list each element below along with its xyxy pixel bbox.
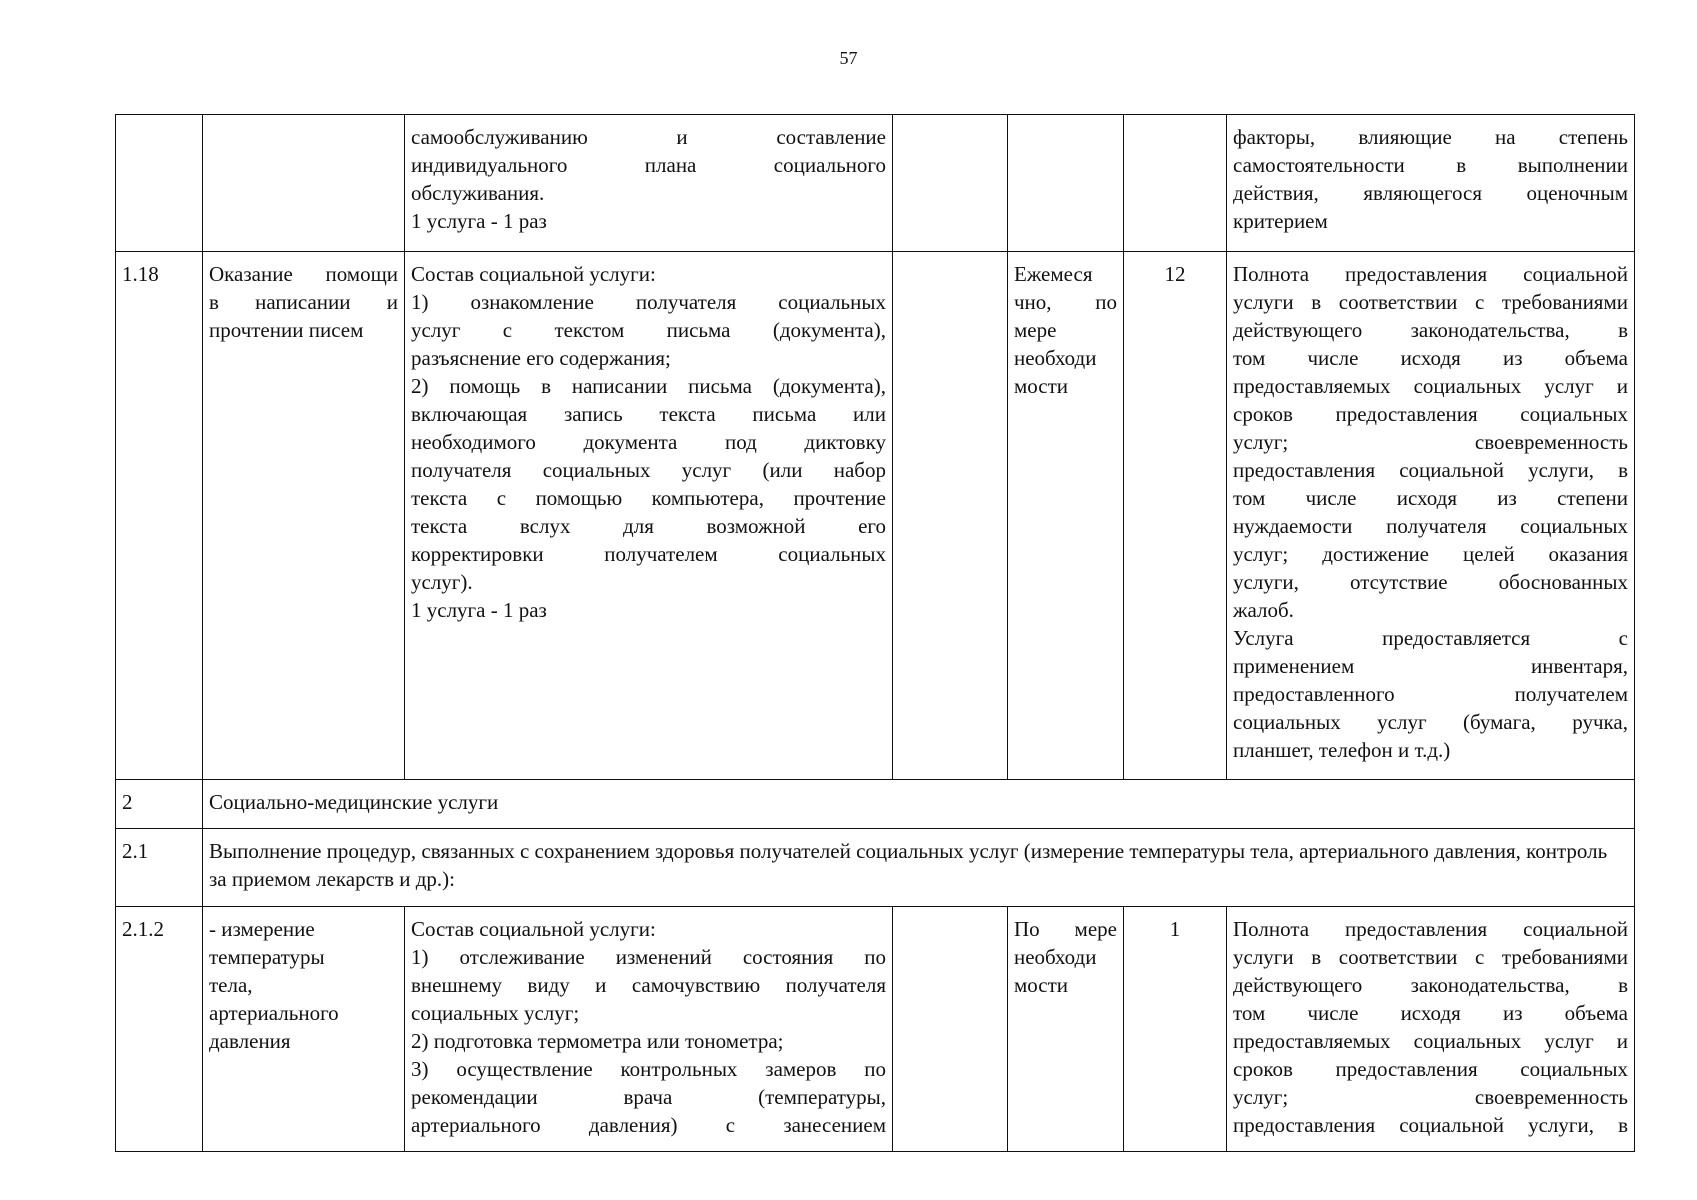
service-name-line: тела,: [209, 973, 253, 997]
description-line: Состав социальной услуги:: [411, 917, 656, 941]
number-cell: 2.1.2: [116, 907, 203, 1152]
criteria-line: нуждаемости получателя социальных: [1233, 514, 1628, 538]
description-line: текста с помощью компьютера, прочтение: [411, 486, 886, 510]
empty-cell: [893, 907, 1008, 1152]
frequency-cell: [1008, 907, 1124, 1152]
criteria-line: критерием: [1233, 209, 1328, 233]
description-line: 1 услуга - 1 раз: [411, 598, 547, 622]
empty-cell: [893, 252, 1008, 780]
service-name-cell: [203, 252, 405, 780]
service-name-cell: [203, 907, 405, 1152]
criteria-line: услуги, отсутствие обоснованных: [1233, 570, 1628, 594]
number-cell: [116, 115, 203, 252]
criteria-line: жалоб.: [1233, 598, 1294, 622]
frequency-line: Ежемеся: [1014, 262, 1093, 286]
criteria-line: сроков предоставления социальных: [1233, 1057, 1628, 1081]
frequency-cell: [1008, 252, 1124, 780]
criteria-line: том числе исходя из объема: [1233, 1001, 1628, 1025]
criteria-line: самостоятельности в выполнении: [1233, 153, 1628, 177]
criteria-line: сроков предоставления социальных: [1233, 402, 1628, 426]
description-line: включающая запись текста письма или: [411, 402, 886, 426]
description-line: услуг с текстом письма (документа),: [411, 318, 886, 342]
frequency-line: чно, по: [1014, 290, 1117, 314]
frequency-line: мости: [1014, 973, 1069, 997]
service-name-line: прочтении писем: [209, 318, 364, 342]
empty-cell: [893, 115, 1008, 252]
description-line: 3) осуществление контрольных замеров по: [411, 1057, 886, 1081]
section-row: [116, 780, 1635, 829]
table-row: [116, 252, 1635, 780]
number-cell: 1.18: [116, 252, 203, 780]
description-line: текста вслух для возможной его: [411, 514, 886, 538]
criteria-line: Услуга предоставляется с: [1233, 626, 1628, 650]
service-name-cell: [203, 115, 405, 252]
description-cell: [405, 907, 893, 1152]
criteria-cell: [1227, 252, 1635, 780]
page-number: 57: [839, 48, 858, 68]
service-name-line: Оказание помощи: [209, 262, 398, 286]
service-name-line: в написании и: [209, 290, 398, 314]
criteria-cell: [1227, 115, 1635, 252]
criteria-line: услуги в соответствии с требованиями: [1233, 290, 1628, 314]
criteria-line: факторы, влияющие на степень: [1233, 125, 1628, 149]
description-line: разъяснение его содержания;: [411, 346, 671, 370]
section-number: 2.1: [116, 829, 203, 907]
description-line: необходимого документа под диктовку: [411, 430, 886, 454]
criteria-line: планшет, телефон и т.д.): [1233, 738, 1451, 762]
description-line: 2) подготовка термометра или тонометра;: [411, 1029, 784, 1053]
description-line: Состав социальной услуги:: [411, 262, 656, 286]
table-row: [116, 907, 1635, 1152]
description-line: 1 услуга - 1 раз: [411, 209, 547, 233]
criteria-line: том числе исходя из объема: [1233, 346, 1628, 370]
criteria-line: предоставленного получателем: [1233, 682, 1628, 706]
section-number: 2: [116, 780, 203, 829]
criteria-line: действующего законодательства, в: [1233, 318, 1628, 342]
section-title: Выполнение процедур, связанных с сохранением здоровья получателей социальных услуг (измерение температуры тела, артериального давления, контроль за приемом лекарств и др.):: [203, 829, 1635, 907]
frequency-line: мере: [1014, 318, 1057, 342]
criteria-line: действующего законодательства, в: [1233, 973, 1628, 997]
service-name-line: артериального: [209, 1001, 339, 1025]
quantity-cell: 12: [1124, 252, 1227, 780]
description-line: услуг).: [411, 570, 473, 594]
section-row: [116, 829, 1635, 907]
criteria-line: действия, являющегося оценочным: [1233, 181, 1628, 205]
criteria-line: Полнота предоставления социальной: [1233, 917, 1628, 941]
section-title: Социально-медицинские услуги: [203, 780, 1635, 829]
criteria-line: предоставления социальной услуги, в: [1233, 458, 1628, 482]
frequency-cell: [1008, 115, 1124, 252]
quantity-cell: 1: [1124, 907, 1227, 1152]
table-row: [116, 115, 1635, 252]
description-line: артериального давления) с занесением: [411, 1113, 886, 1137]
criteria-line: социальных услуг (бумага, ручка,: [1233, 710, 1628, 734]
criteria-line: применением инвентаря,: [1233, 654, 1628, 678]
services-table: [115, 114, 1635, 1152]
description-line: 2) помощь в написании письма (документа),: [411, 374, 886, 398]
criteria-cell: [1227, 907, 1635, 1152]
description-line: 1) ознакомление получателя социальных: [411, 290, 886, 314]
criteria-line: Полнота предоставления социальной: [1233, 262, 1628, 286]
criteria-line: услуг; достижение целей оказания: [1233, 542, 1628, 566]
criteria-line: услуг; своевременность: [1233, 1085, 1628, 1109]
service-name-line: давления: [209, 1029, 291, 1053]
description-line: обслуживания.: [411, 181, 545, 205]
service-name-line: - измерение: [209, 917, 315, 941]
description-line: 1) отслеживание изменений состояния по: [411, 945, 886, 969]
frequency-line: необходи: [1014, 945, 1097, 969]
description-line: корректировки получателем социальных: [411, 542, 886, 566]
description-line: получателя социальных услуг (или набор: [411, 458, 886, 482]
description-line: внешнему виду и самочувствию получателя: [411, 973, 886, 997]
description-line: социальных услуг;: [411, 1001, 580, 1025]
criteria-line: том числе исходя из степени: [1233, 486, 1628, 510]
frequency-line: По мере: [1014, 917, 1117, 941]
criteria-line: услуг; своевременность: [1233, 430, 1628, 454]
service-name-line: температуры: [209, 945, 325, 969]
quantity-cell: [1124, 115, 1227, 252]
description-line: рекомендации врача (температуры,: [411, 1085, 886, 1109]
description-line: самообслуживанию и составление: [411, 125, 886, 149]
frequency-line: необходи: [1014, 346, 1097, 370]
description-cell: [405, 252, 893, 780]
frequency-line: мости: [1014, 374, 1069, 398]
criteria-line: предоставляемых социальных услуг и: [1233, 1029, 1628, 1053]
description-line: индивидуального плана социального: [411, 153, 886, 177]
criteria-line: предоставления социальной услуги, в: [1233, 1113, 1628, 1137]
criteria-line: услуги в соответствии с требованиями: [1233, 945, 1628, 969]
description-cell: [405, 115, 893, 252]
criteria-line: предоставляемых социальных услуг и: [1233, 374, 1628, 398]
